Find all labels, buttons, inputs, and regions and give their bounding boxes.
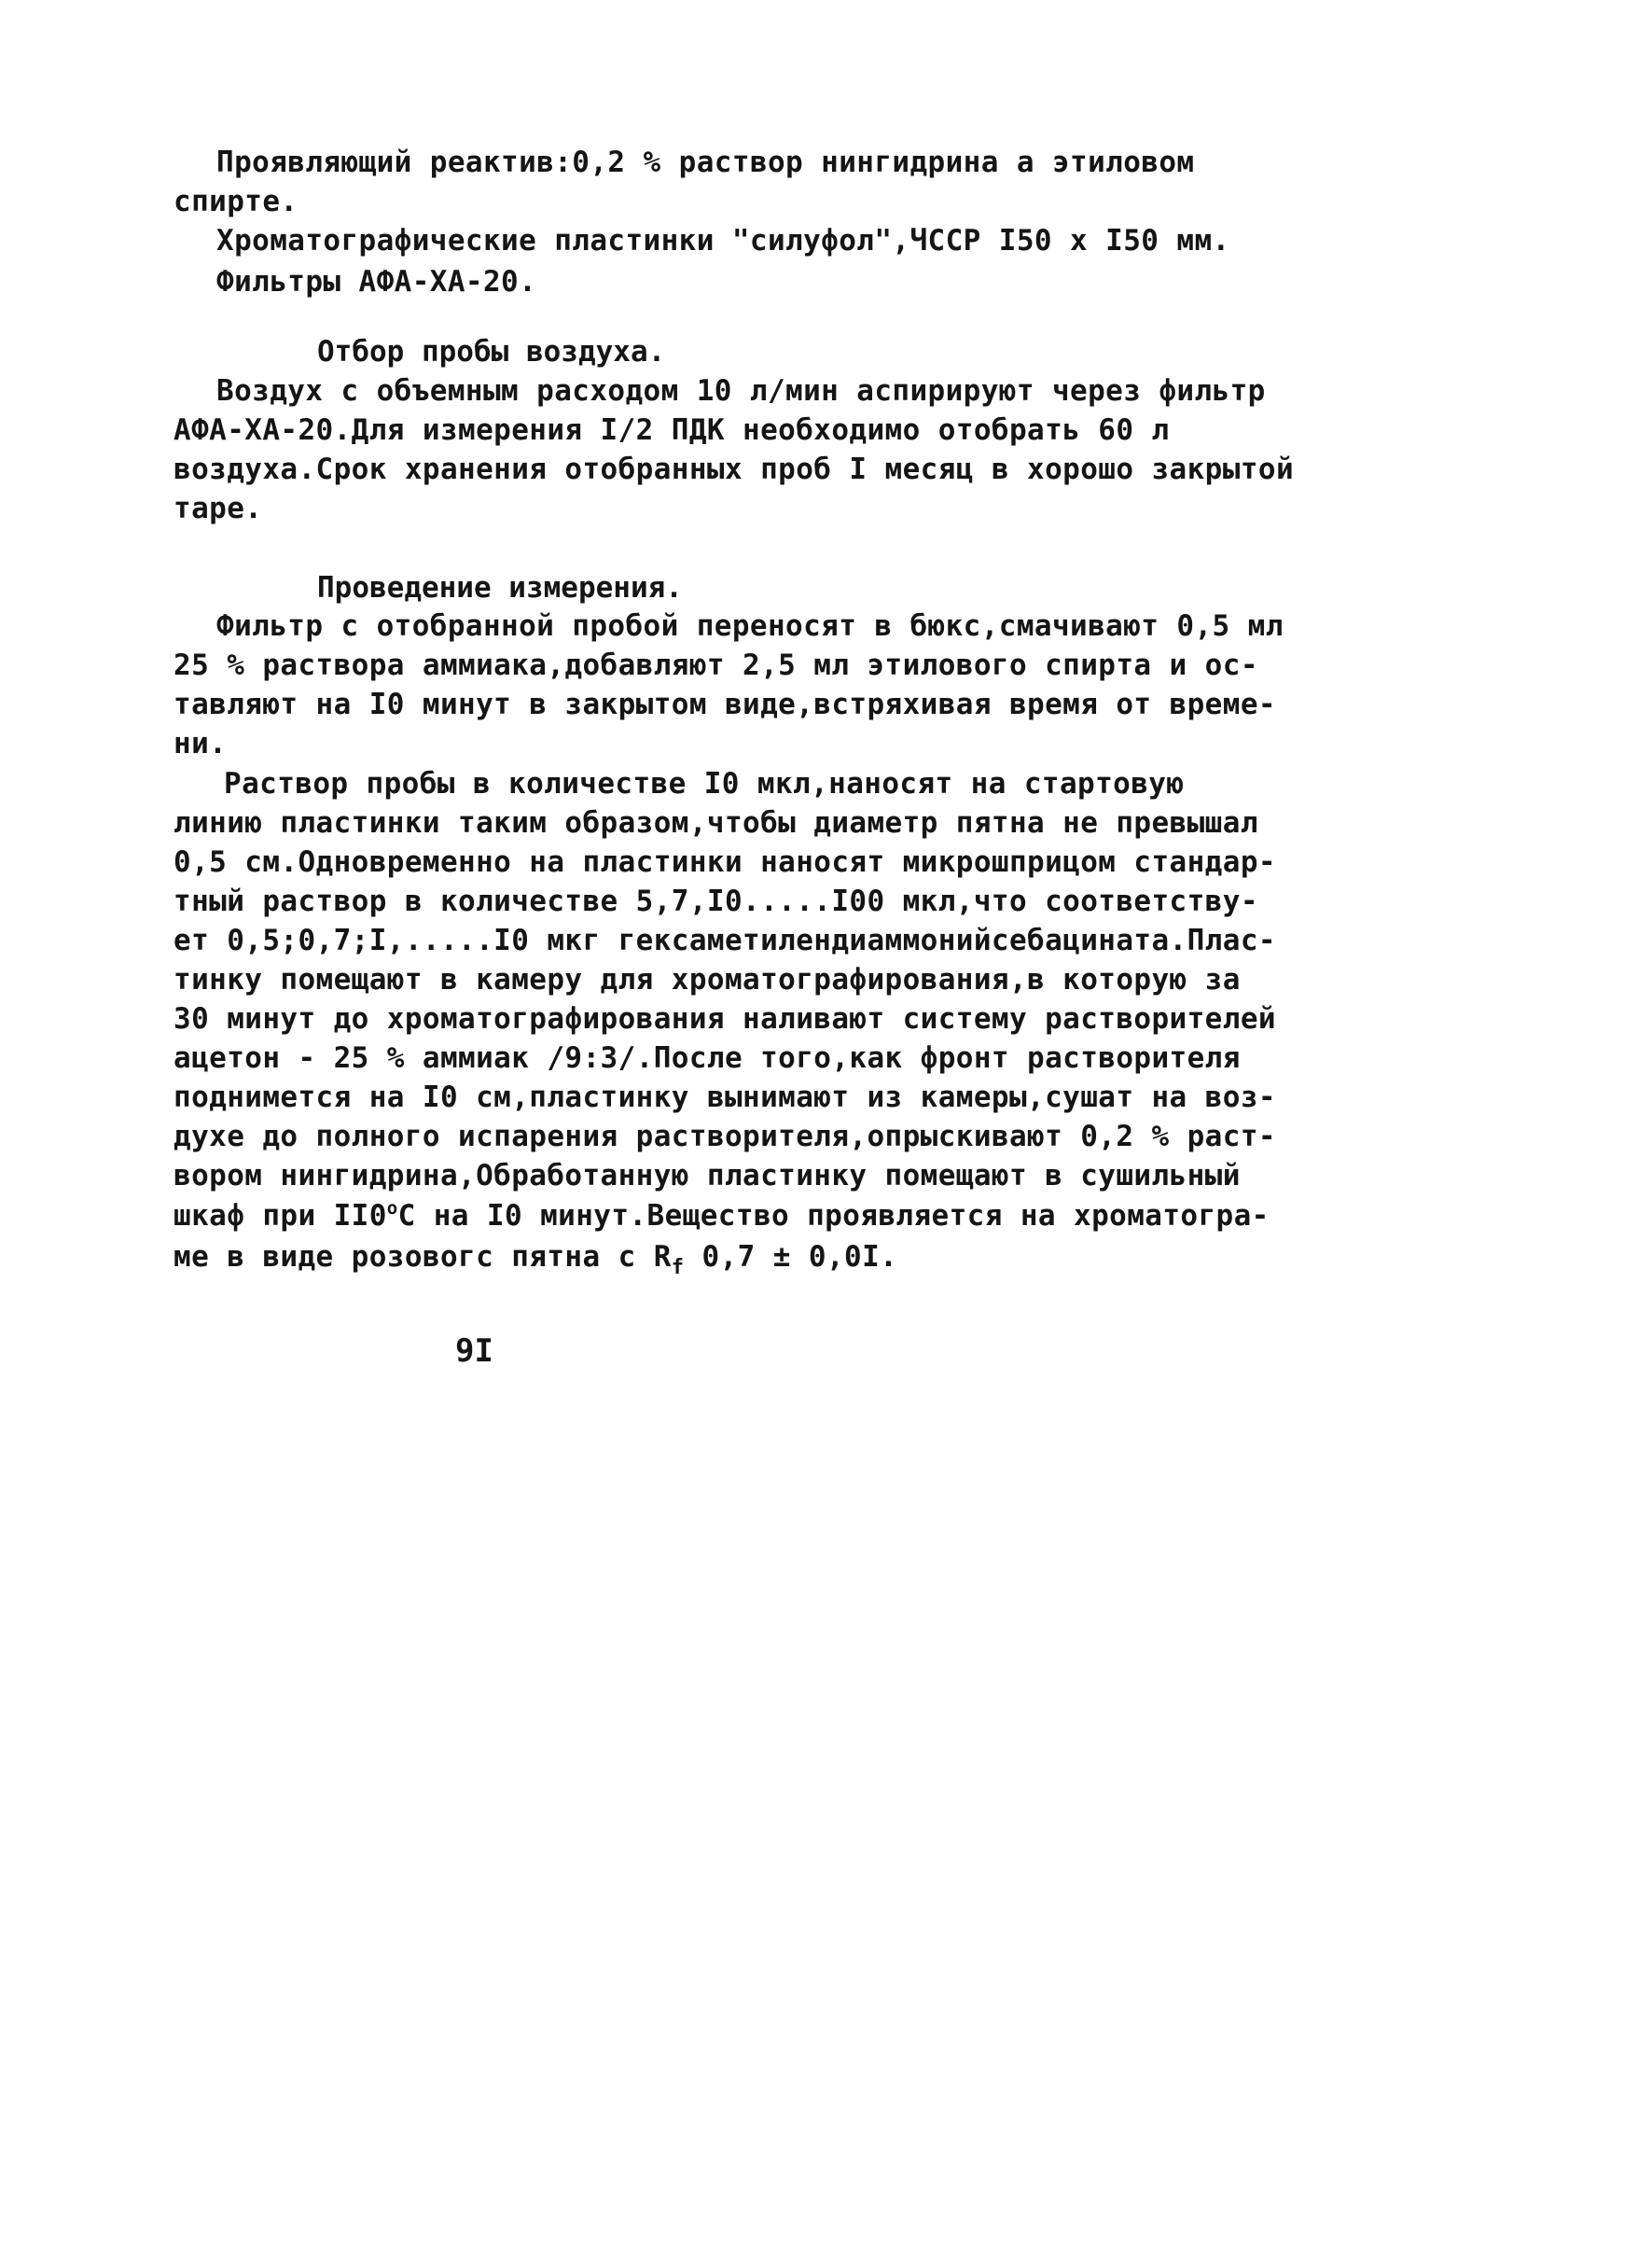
measurement-p2-last-line [174, 1238, 898, 1279]
last-text-pre: ме в виде розовогс пятна с R [174, 1240, 672, 1274]
measurement-p2-line: линию пластинки таким образом,чтобы диаметр пятна не превышал [174, 806, 1258, 840]
sampling-line-2: АФА-ХА-20.Для измерения I/2 ПДК необходимо отобрать 60 л [174, 413, 1170, 447]
degree-mark: o [386, 1198, 398, 1219]
measurement-p1-line: Фильтр с отобранной пробой переносят в бюкс,смачивают 0,5 мл [216, 609, 1284, 643]
measurement-p2-line: Раствор пробы в количестве I0 мкл,наносят на стартовую [224, 767, 1185, 801]
reagent-line-1: Проявляющий реактив:0,2 % раствор нингидрина а этиловом [216, 146, 1195, 179]
oven-text-pre: шкаф при II0 [174, 1199, 387, 1233]
measurement-p2-line: 30 минут до хроматографирования наливают систему растворителей [174, 1002, 1276, 1036]
reagent-line-3: Хроматографические пластинки "силуфол",ЧССР I50 x I50 мм. [216, 224, 1230, 258]
measurement-p1-line: ни. [174, 727, 228, 760]
measurement-p2-oven-line [174, 1197, 1270, 1234]
measurement-p1-line: тавляют на I0 минут в закрытом виде,встряхивая время от време- [174, 688, 1276, 721]
measurement-p1-line: 25 % раствора аммиака,добавляют 2,5 мл этилового спирта и ос- [174, 648, 1258, 682]
oven-text-post: C на I0 минут.Вещество проявляется на хроматогра- [397, 1199, 1270, 1233]
rf-subscript: f [671, 1256, 685, 1279]
measurement-p2-line: поднимется на I0 см,пластинку вынимают из камеры,сушат на воз- [174, 1081, 1276, 1114]
measurement-p2-line: тный раствор в количестве 5,7,I0.....I00 мкл,что соответству- [174, 885, 1258, 918]
reagent-line-2: спирте. [174, 185, 298, 218]
measurement-p2-line: ацетон - 25 % аммиак /9:3/.После того,как фронт растворителя [174, 1041, 1241, 1075]
page-number: 9I [455, 1332, 493, 1370]
measurement-p2-line: вором нингидрина,Обработанную пластинку помещают в сушильный [174, 1159, 1241, 1192]
sampling-line-3: воздуха.Срок хранения отобранных проб I месяц в хорошо закрытой [174, 453, 1295, 486]
sampling-line-4: таре. [174, 492, 263, 525]
measurement-p2-line: ет 0,5;0,7;I,.....I0 мкг гексаметилендиаммонийсебацината.Плас- [174, 924, 1276, 957]
measurement-p2-line: тинку помещают в камеру для хроматографирования,в которую за [174, 963, 1241, 997]
last-text-post: 0,7 ± 0,0I. [684, 1240, 898, 1274]
measurement-p2-line: духе до полного испарения растворителя,опрыскивают 0,2 % раст- [174, 1120, 1276, 1153]
sampling-heading: Отбор пробы воздуха. [317, 335, 666, 369]
measurement-p2-line: 0,5 см.Одновременно на пластинки наносят микрошприцом стандар- [174, 845, 1276, 879]
reagent-line-4: Фильтры АФА-ХА-20. [216, 265, 537, 299]
sampling-line-1: Воздух с объемным расходом 10 л/мин аспирируют через фильтр [216, 374, 1266, 408]
measurement-heading: Проведение измерения. [317, 571, 683, 605]
